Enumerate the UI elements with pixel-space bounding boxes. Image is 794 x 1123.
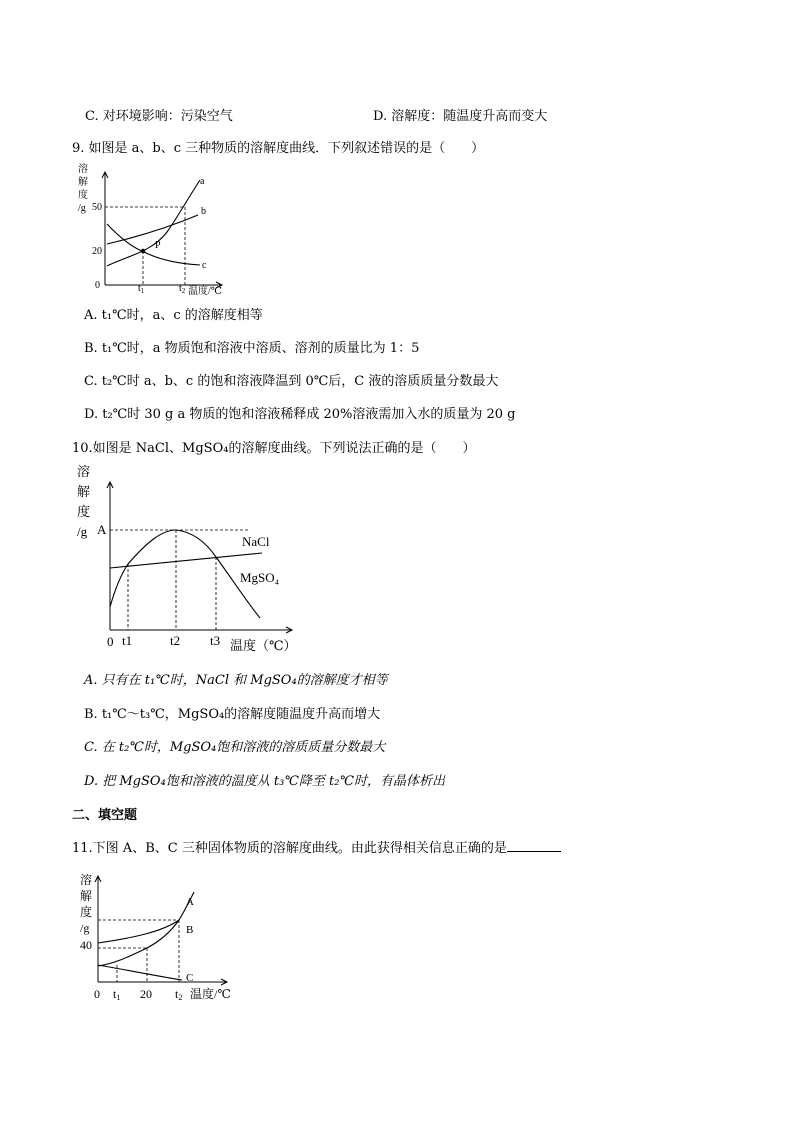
q9-point-p-label: P bbox=[155, 240, 161, 251]
q9-option-b: B. t₁℃时，a 物质饱和溶液中溶质、溶剂的质量比为 1：5 bbox=[84, 341, 420, 356]
q9-tick-t2: $t_2$ bbox=[179, 283, 186, 295]
q10-curve-mgso4 bbox=[110, 530, 260, 618]
q9-option-a: A. t₁℃时，a、c 的溶解度相等 bbox=[84, 308, 263, 323]
q9-curve-a bbox=[107, 180, 200, 266]
q11-tick-40: 40 bbox=[80, 938, 92, 952]
q9-label-b: b bbox=[201, 206, 206, 217]
q11-tick-t1: t1 bbox=[113, 987, 121, 1002]
q9-tick-20: 20 bbox=[92, 246, 102, 257]
q11-ylabel-1: 溶 bbox=[80, 873, 93, 887]
q11-chart bbox=[72, 870, 242, 1010]
q11-ylabel-3: 度 bbox=[80, 905, 93, 919]
q10-curve-nacl bbox=[110, 553, 262, 568]
q11-label-b: B bbox=[186, 924, 194, 936]
section-title: 二、填空题 bbox=[72, 808, 138, 823]
q11-label-a: A bbox=[186, 896, 194, 908]
q10-chart bbox=[72, 462, 312, 662]
q10-ylabel-2: 解 bbox=[77, 484, 91, 499]
q9-ylabel-2: 解 bbox=[78, 177, 88, 188]
q11-ylabel-2: 解 bbox=[80, 889, 93, 903]
q10-ylabel-3: 度 bbox=[77, 504, 91, 519]
q9-label-a: a bbox=[200, 176, 205, 187]
q10-ylabel-1: 溶 bbox=[77, 464, 91, 479]
q9-label-c: c bbox=[202, 260, 207, 271]
q9-option-c: C. t₂℃时 a、b、c 的饱和溶液降温到 0℃后，C 液的溶质质量分数最大 bbox=[84, 374, 499, 389]
q10-option-a: A. 只有在 t₁℃时，NaCl 和 MgSO₄的溶解度才相等 bbox=[84, 673, 388, 688]
q11-stem bbox=[72, 837, 561, 856]
prev-option-d: D. 溶解度：随温度升高而变大 bbox=[373, 109, 548, 124]
q11-curve-c bbox=[98, 965, 182, 980]
q11-tick-t2: t2 bbox=[175, 987, 183, 1002]
q11-label-c: C bbox=[186, 972, 194, 984]
q9-ylabel-3: 度 bbox=[78, 190, 88, 201]
q10-stem: 10.如图是 NaCl、MgSO₄的溶解度曲线。下列说法正确的是（ ） bbox=[72, 441, 476, 456]
prev-option-c: C. 对环境影响：污染空气 bbox=[85, 109, 233, 124]
q10-option-d: D. 把 MgSO₄饱和溶液的温度从 t₃℃降至 t₂℃时，有晶体析出 bbox=[84, 774, 445, 789]
q9-tick-t1: $t_1$ bbox=[138, 283, 145, 295]
q9-stem: 9. 如图是 a、b、c 三种物质的溶解度曲线．下列叙述错误的是（ ） bbox=[72, 141, 485, 156]
q11-origin: 0 bbox=[94, 987, 100, 1001]
q10-option-b: B. t₁℃～t₃℃，MgSO₄的溶解度随温度升高而增大 bbox=[84, 707, 381, 722]
q11-tick-20: 20 bbox=[140, 987, 152, 1001]
q9-option-d: D. t₂℃时 30 g a 物质的饱和溶液稀释成 20%溶液需加入水的质量为 20 g bbox=[84, 407, 516, 422]
q10-y-mark: A bbox=[97, 522, 107, 537]
q11-curve-a bbox=[98, 892, 194, 966]
q9-xlabel: 温度/℃ bbox=[188, 286, 222, 297]
q10-xlabel: 温度（℃） bbox=[230, 638, 297, 653]
q10-option-c: C. 在 t₂℃时，MgSO₄饱和溶液的溶质质量分数最大 bbox=[84, 740, 386, 755]
q9-ylabel-1: 溶 bbox=[78, 164, 88, 175]
q9-point-p bbox=[141, 249, 145, 253]
q10-label-mgso4: MgSO₄ bbox=[240, 570, 280, 585]
q9-origin: 0 bbox=[95, 280, 100, 291]
q10-tick-t2: t2 bbox=[170, 633, 181, 648]
q10-label-nacl: NaCl bbox=[242, 534, 270, 549]
q11-ylabel-4: /g bbox=[80, 921, 90, 935]
q9-curve-b bbox=[107, 215, 198, 244]
q11-xlabel: 温度/℃ bbox=[190, 987, 231, 1001]
q10-tick-t3: t3 bbox=[210, 633, 221, 648]
q11-stem-text: 11.下图 A、B、C 三种固体物质的溶解度曲线。由此获得相关信息正确的是 bbox=[72, 841, 507, 856]
q11-curve-b bbox=[98, 920, 179, 943]
q10-origin: 0 bbox=[107, 634, 114, 649]
q10-tick-t1: t1 bbox=[122, 633, 133, 648]
q10-ylabel-4: /g bbox=[77, 524, 88, 539]
q9-chart bbox=[72, 160, 232, 300]
q9-ylabel-4: /g bbox=[78, 203, 86, 214]
q9-tick-50: 50 bbox=[92, 202, 102, 213]
q11-answer-blank[interactable] bbox=[507, 839, 561, 852]
